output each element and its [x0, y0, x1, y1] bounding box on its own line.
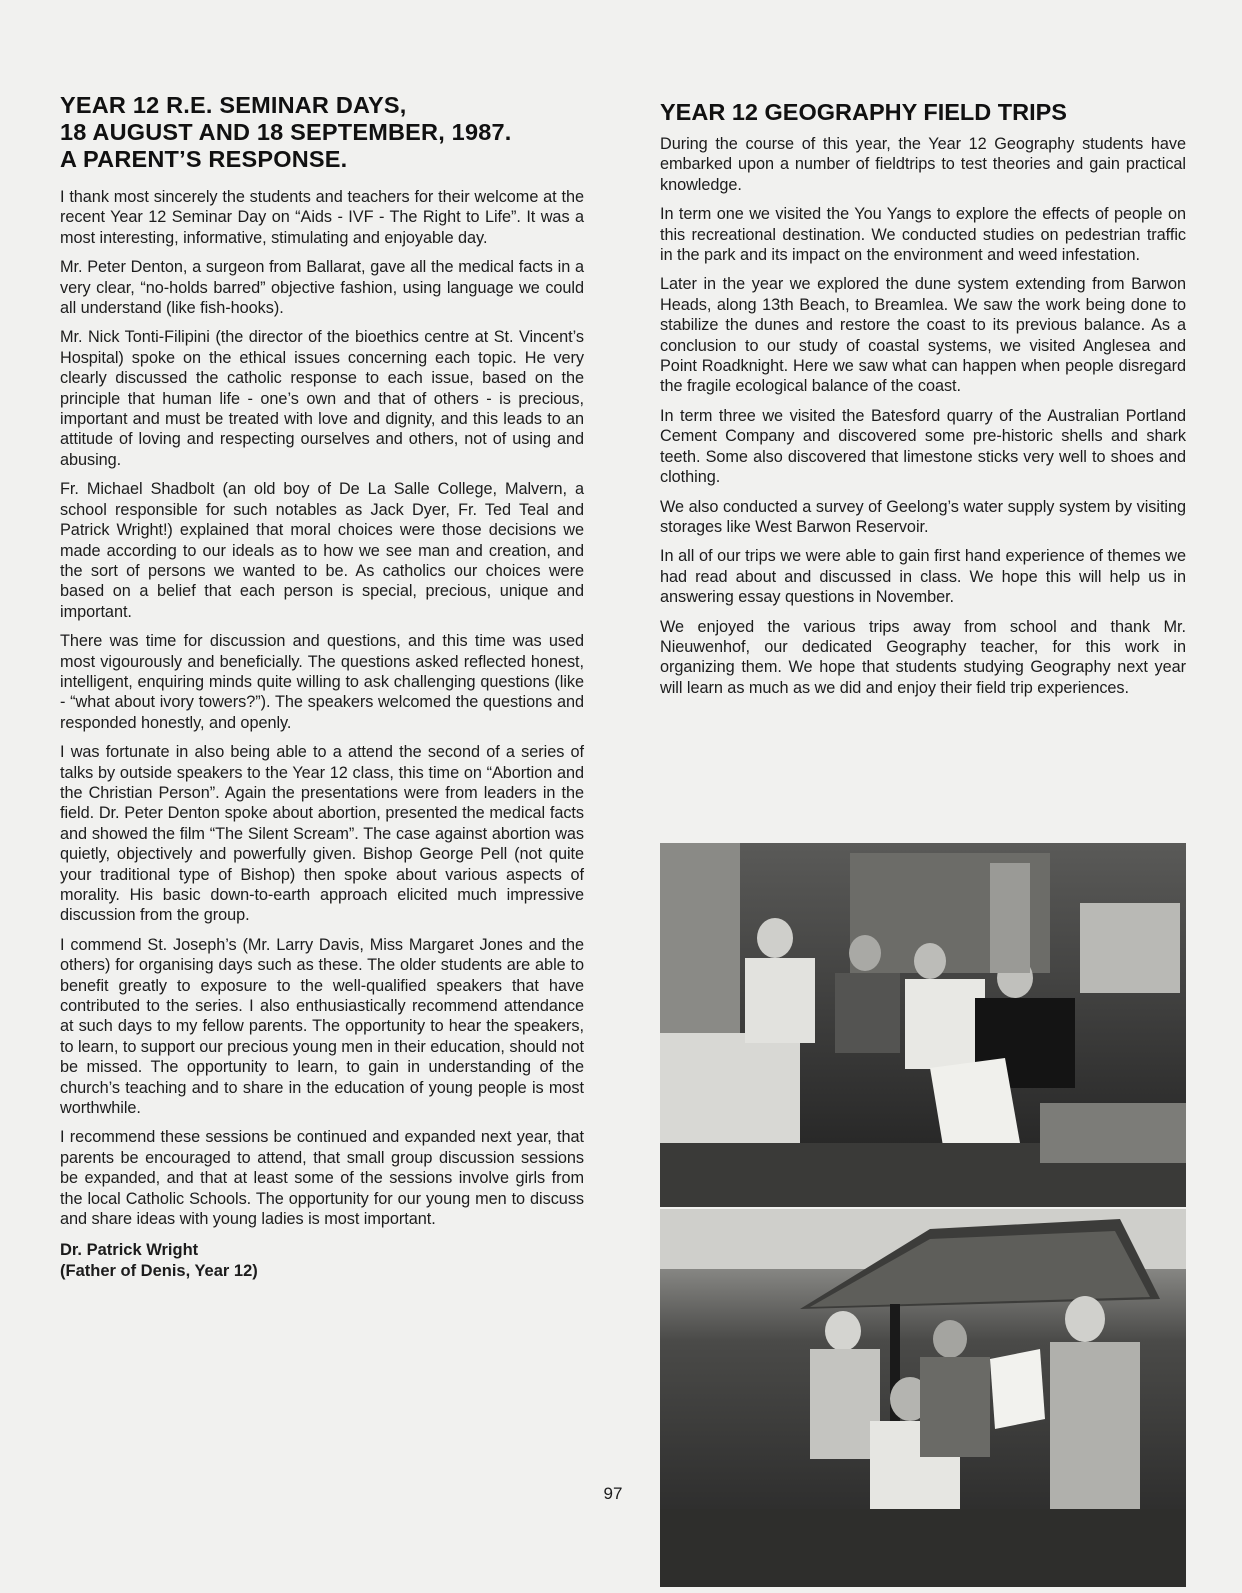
page-number: 97: [603, 1484, 623, 1503]
left-article-title: [60, 92, 584, 173]
title-line: 18 AUGUST AND 18 SEPTEMBER, 1987.: [60, 119, 512, 145]
right-article-title: YEAR 12 GEOGRAPHY FIELD TRIPS: [660, 99, 1067, 125]
paragraph: I was fortunate in also being able to a attend the second of a series of talks by outside speakers to the Year 12 class, this time on “Abortion and the Christian Person”. Again the presentations were from leaders in the field. Dr. Peter Denton spoke about abortion, presented the medical facts and showed the film “The Silent Scream”. The case against abortion was quietly, objectively and powerfully given. Bishop George Pell (not quite your traditional type of Bishop) then spoke about various aspects of morality. His basic down-to-earth approach elicited much impressive discussion from the group.: [60, 743, 584, 925]
paragraph: In term one we visited the You Yangs to explore the effects of people on this recreational destination. We conducted studies on pedestrian traffic in the park and its impact on the environment and weed infestation.: [660, 205, 1186, 265]
paragraph: Mr. Peter Denton, a surgeon from Ballarat, gave all the medical facts in a very clear, “no-holds barred” objective fashion, using language we could all understand (like fish-hooks).: [60, 258, 584, 318]
right-article: [660, 98, 1186, 707]
left-article: [60, 92, 584, 1282]
paragraph: During the course of this year, the Year 12 Geography students have embarked upon a number of fieldtrips to test theories and gain practical knowledge.: [660, 135, 1186, 194]
photo-students-at-shelter: [660, 1209, 1186, 1587]
paragraph: I thank most sincerely the students and teachers for their welcome at the recent Year 12 Seminar Day on “Aids - IVF - The Right to Life”. It was a most interesting, informative, stimulating and enjoyable day.: [60, 188, 584, 247]
author-signature: [60, 1240, 584, 1282]
author-relation: (Father of Denis, Year 12): [60, 1261, 258, 1280]
paragraph: Mr. Nick Tonti-Filipini (the director of the bioethics centre at St. Vincent’s Hospital) spoke on the ethical issues concerning each topic. He very clearly discussed the catholic response to each issue, based on the principle that human life - one’s own and that of others - is precious, important and must be treated with love and dignity, and this leads to an attitude of loving and respecting ourselves and others, not of using and abusing.: [60, 328, 584, 469]
paragraph: In all of our trips we were able to gain first hand experience of themes we had read about and discussed in class. We hope this will help us in answering essay questions in November.: [660, 547, 1186, 607]
paragraph: I recommend these sessions be continued and expanded next year, that parents be encouraged to attend, that small group discussion sessions be expanded, and that at least some of the sessions involve girls from the local Catholic Schools. The opportunity for our young men to discuss and share ideas with young ladies is most important.: [60, 1128, 584, 1229]
paragraph: We also conducted a survey of Geelong’s water supply system by visiting storages like West Barwon Reservoir.: [660, 497, 1186, 536]
paragraph: Fr. Michael Shadbolt (an old boy of De La Salle College, Malvern, a school responsible for such notables as Jack Dyer, Fr. Ted Teal and Patrick Wright!) explained that moral choices were those decisions we made according to our ideals as to how we see man and creation, and the sort of persons we wanted to be. As catholics our choices were based on a belief that each person is special, precious, unique and important.: [60, 480, 584, 621]
paragraph: Later in the year we explored the dune system extending from Barwon Heads, along 13th Beach, to Breamlea. We saw the work being done to stabilize the dunes and restore the coast to its previous balance. As a conclusion to our study of coastal systems, we visited Anglesea and Point Roadknight. Here we saw what can happen when people disregard the fragile ecological balance of the coast.: [660, 275, 1186, 396]
paragraph: In term three we visited the Batesford quarry of the Australian Portland Cement Company and discovered some pre-historic shells and shark teeth. Some also discovered that limestone sticks very well to shoes and clothing.: [660, 406, 1186, 487]
paragraph: I commend St. Joseph’s (Mr. Larry Davis, Miss Margaret Jones and the others) for organising days such as these. The older students are able to benefit greatly to exposure to the well-qualified speakers that have contributed to the series. I also enthusiastically recommend attendance at such days to my fellow parents. The opportunity to hear the speakers, to learn, to support our precious young men in their education, should not be missed. The opportunity to learn, to gain in understanding of the church’s teaching and to share in the education of young people is most worthwhile.: [60, 935, 584, 1118]
title-line: YEAR 12 R.E. SEMINAR DAYS,: [60, 92, 407, 118]
title-line: A PARENT’S RESPONSE.: [60, 146, 348, 172]
paragraph: There was time for discussion and questions, and this time was used most vigourously and beneficially. The questions asked reflected honest, intelligent, enquiring minds quite willing to ask challenging questions (like - “what about ivory towers?”). The speakers welcomed the questions and responded honestly, and openly.: [60, 632, 584, 732]
paragraph: We enjoyed the various trips away from school and thank Mr. Nieuwenhof, our dedicated Geography teacher, for this work in organizing them. We hope that students studying Geography next year will learn as much as we did and enjoy their field trip experiences.: [660, 617, 1186, 697]
photo-students-on-rocks: [660, 843, 1186, 1207]
author-name: Dr. Patrick Wright: [60, 1240, 199, 1259]
